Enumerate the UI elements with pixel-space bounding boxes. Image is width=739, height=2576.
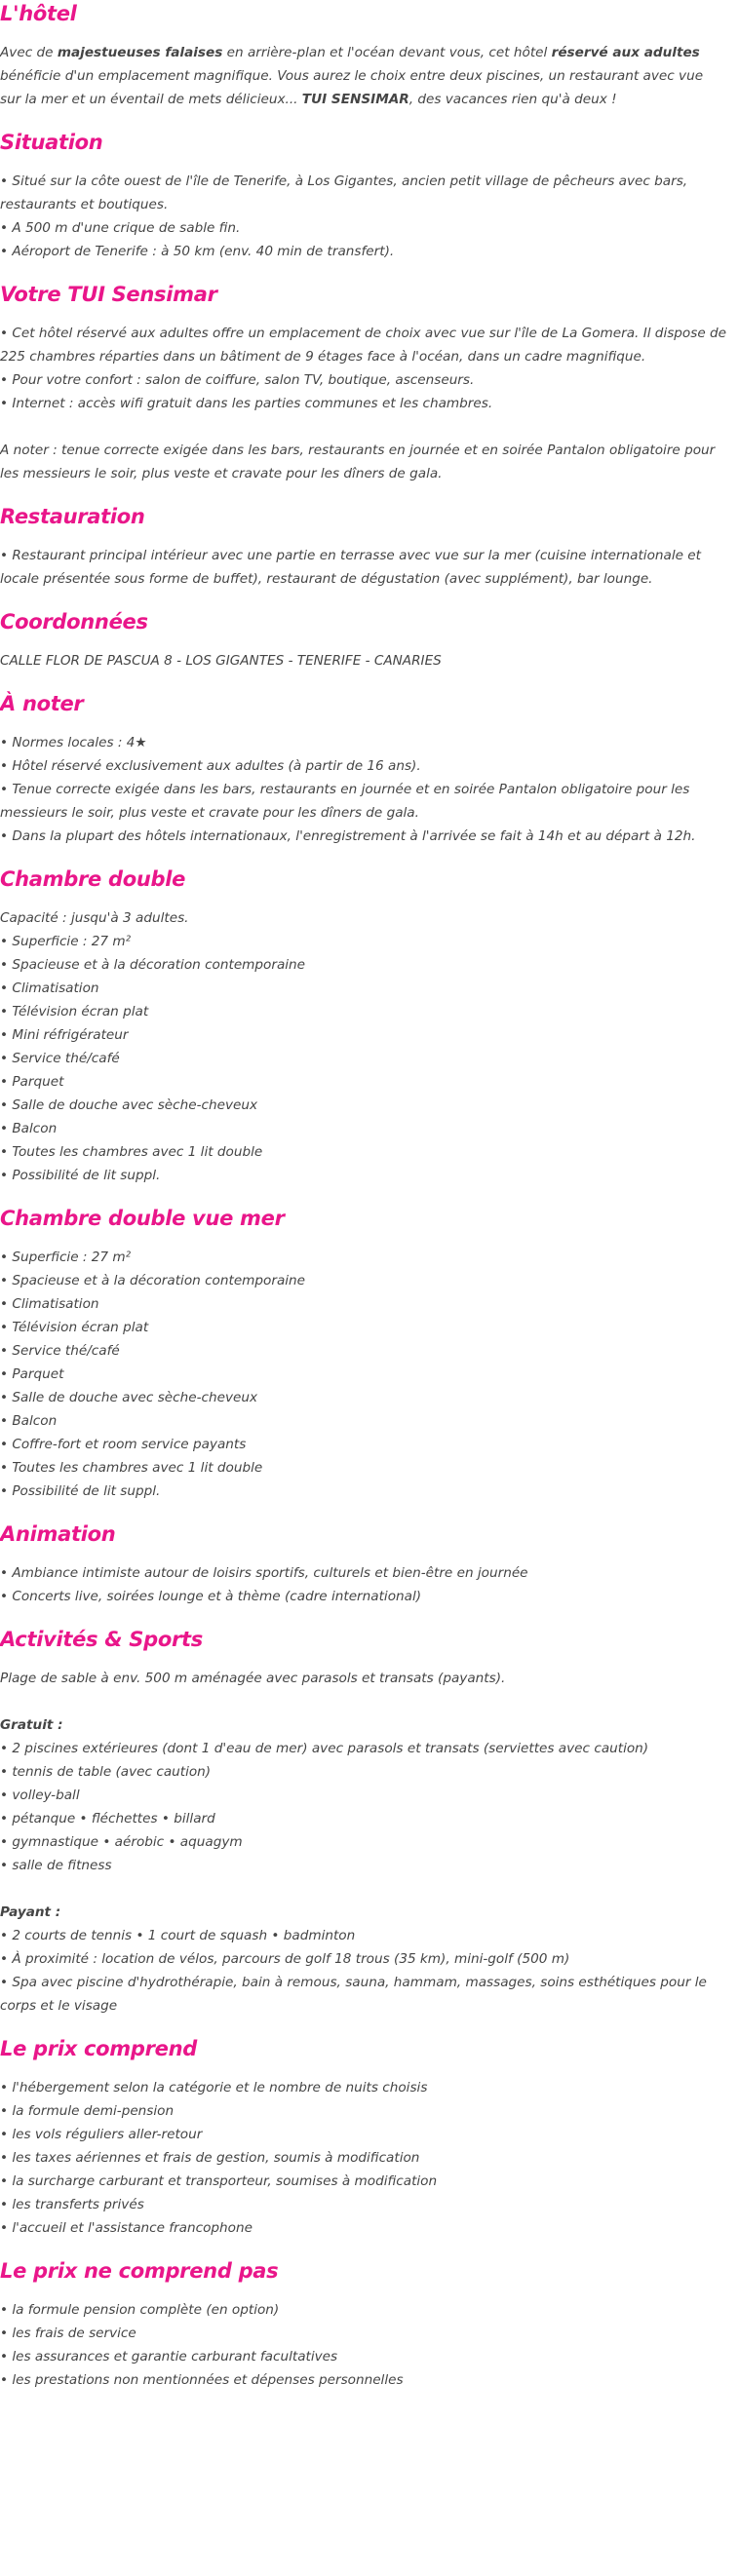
list-item: • Ambiance intimiste autour de loisirs sportifs, culturels et bien-être en journée	[0, 1565, 528, 1581]
animation-list	[0, 1561, 727, 1608]
section-a-noter	[0, 690, 727, 848]
list-item: • salle de fitness	[0, 1858, 112, 1873]
gratuit-label	[0, 1713, 727, 1737]
a-noter-list	[0, 731, 727, 848]
activites-intro: Plage de sable à env. 500 m aménagée avec parasols et transats (payants).	[0, 1671, 506, 1686]
section-title-coordonnees: Coordonnées	[0, 610, 148, 634]
prix-comprend-list	[0, 2076, 727, 2240]
section-restauration	[0, 503, 727, 591]
list-item: • Toutes les chambres avec 1 lit double	[0, 1144, 263, 1160]
situation-list	[0, 170, 727, 263]
list-item: • Internet : accès wifi gratuit dans les parties communes et les chambres.	[0, 396, 493, 411]
list-item: • Spacieuse et à la décoration contemporaine	[0, 1273, 306, 1288]
list-item: • Parquet	[0, 1074, 64, 1090]
list-item: • Salle de douche avec sèche-cheveux	[0, 1097, 258, 1113]
gratuit-list	[0, 1737, 727, 1877]
list-item: • Spa avec piscine d'hydrothérapie, bain à remous, sauna, hammam, massages, soins esthétiques pour le corps et le visage	[0, 1975, 707, 2014]
section-prix-comprend	[0, 2035, 727, 2240]
list-item: • Mini réfrigérateur	[0, 1027, 129, 1043]
list-item: • Cet hôtel réservé aux adultes offre un emplacement de choix avec vue sur l'île de La Gomera. Il dispose de 225 chambres réparties dans un bâtiment de 9 étages face à l'océan, dans un cadre magnifique.	[0, 326, 727, 365]
section-title-prix-comprend: Le prix comprend	[0, 2037, 197, 2060]
section-chambre-double-mer	[0, 1205, 727, 1503]
votre-tui-list	[0, 322, 727, 415]
section-chambre-double	[0, 865, 727, 1187]
list-item: • 2 courts de tennis • 1 court de squash • badminton	[0, 1928, 356, 1943]
list-item: • Concerts live, soirées lounge et à thème (cadre international)	[0, 1589, 422, 1604]
intro-bold-2: réservé aux adultes	[551, 45, 700, 60]
section-coordonnees	[0, 608, 727, 673]
votre-tui-note: A noter : tenue correcte exigée dans les bars, restaurants en journée et en soirée Pantalon obligatoire pour les messieurs le soir, plus veste et cravate pour les dîners de gala.	[0, 442, 716, 481]
list-item: • Toutes les chambres avec 1 lit double	[0, 1460, 263, 1476]
list-item: • A 500 m d'une crique de sable fin.	[0, 220, 241, 236]
gratuit-label-text: Gratuit :	[0, 1717, 63, 1733]
intro-text-4: , des vacances rien qu'à deux !	[408, 92, 617, 107]
list-item: • Balcon	[0, 1413, 58, 1429]
list-item: • la surcharge carburant et transporteur, soumises à modification	[0, 2173, 438, 2189]
list-item: • Possibilité de lit suppl.	[0, 1168, 161, 1183]
section-votre-tui	[0, 281, 727, 485]
list-item: • Parquet	[0, 1366, 64, 1382]
list-item: • l'accueil et l'assistance francophone	[0, 2220, 253, 2236]
list-item: • Salle de douche avec sèche-cheveux	[0, 1390, 258, 1405]
list-item: • Tenue correcte exigée dans les bars, restaurants en journée et en soirée Pantalon obligatoire pour les messieurs le soir, plus veste et cravate pour les dîners de gala.	[0, 782, 690, 821]
list-item: Capacité : jusqu'à 3 adultes.	[0, 910, 189, 926]
list-item: • Normes locales : 4★	[0, 735, 147, 750]
payant-list	[0, 1924, 727, 2018]
list-item: • les vols réguliers aller-retour	[0, 2127, 203, 2142]
section-title-votre-tui: Votre TUI Sensimar	[0, 283, 217, 306]
list-item: • Spacieuse et à la décoration contemporaine	[0, 957, 306, 973]
list-item: • À proximité : location de vélos, parcours de golf 18 trous (35 km), mini-golf (500 m)	[0, 1951, 570, 1967]
section-title-hotel: L'hôtel	[0, 2, 77, 25]
list-item: • volley-ball	[0, 1788, 80, 1803]
list-item: • Possibilité de lit suppl.	[0, 1483, 161, 1499]
section-title-chambre-double-mer: Chambre double vue mer	[0, 1207, 285, 1230]
list-item: • Superficie : 27 m²	[0, 934, 132, 949]
section-title-activites: Activités & Sports	[0, 1628, 203, 1651]
list-item: • les transferts privés	[0, 2197, 144, 2212]
list-item: • Service thé/café	[0, 1343, 120, 1359]
intro-text-1: Avec de	[0, 45, 58, 60]
list-item: • Dans la plupart des hôtels internationaux, l'enregistrement à l'arrivée se fait à 14h et au départ à 12h.	[0, 828, 696, 844]
list-item: • Superficie : 27 m²	[0, 1250, 132, 1265]
section-title-situation: Situation	[0, 131, 103, 154]
section-animation	[0, 1520, 727, 1608]
section-activites	[0, 1626, 727, 2018]
section-title-a-noter: À noter	[0, 692, 84, 715]
hotel-intro	[0, 41, 727, 111]
section-title-restauration: Restauration	[0, 505, 145, 528]
address: CALLE FLOR DE PASCUA 8 - LOS GIGANTES - TENERIFE - CANARIES	[0, 653, 442, 669]
list-item: • Climatisation	[0, 980, 99, 996]
prix-ne-comprend-list	[0, 2298, 727, 2392]
intro-bold-1: majestueuses falaises	[57, 45, 223, 60]
list-item: • Situé sur la côte ouest de l'île de Tenerife, à Los Gigantes, ancien petit village de pêcheurs avec bars, restaurants et boutiques.	[0, 173, 688, 212]
list-item: • Restaurant principal intérieur avec une partie en terrasse avec vue sur la mer (cuisine internationale et locale présentée sous forme de buffet), restaurant de dégustation (avec supplément), bar lounge.	[0, 548, 701, 587]
section-hotel	[0, 0, 727, 111]
list-item: • pétanque • fléchettes • billard	[0, 1811, 215, 1826]
section-prix-ne-comprend	[0, 2257, 727, 2392]
list-item: • Balcon	[0, 1121, 58, 1136]
section-title-animation: Animation	[0, 1522, 116, 1546]
section-title-prix-ne-comprend: Le prix ne comprend pas	[0, 2259, 279, 2283]
list-item: • Hôtel réservé exclusivement aux adultes (à partir de 16 ans).	[0, 758, 421, 774]
list-item: • les frais de service	[0, 2326, 136, 2341]
list-item: • Pour votre confort : salon de coiffure, salon TV, boutique, ascenseurs.	[0, 372, 475, 388]
list-item: • Climatisation	[0, 1296, 99, 1312]
chambre-double-mer-list	[0, 1246, 727, 1503]
payant-label-text: Payant :	[0, 1904, 61, 1920]
intro-text-3: bénéficie d'un emplacement magnifique. Vous aurez le choix entre deux piscines, un restaurant avec vue sur la mer et un éventail de mets délicieux...	[0, 68, 704, 107]
list-item: • la formule demi-pension	[0, 2103, 175, 2119]
list-item: • la formule pension complète (en option)	[0, 2302, 280, 2318]
list-item: • les prestations non mentionnées et dépenses personnelles	[0, 2372, 404, 2388]
list-item: • tennis de table (avec caution)	[0, 1764, 212, 1780]
list-item: • Télévision écran plat	[0, 1320, 149, 1335]
list-item: • 2 piscines extérieures (dont 1 d'eau de mer) avec parasols et transats (serviettes avec caution)	[0, 1741, 649, 1756]
list-item: • Aéroport de Tenerife : à 50 km (env. 40 min de transfert).	[0, 244, 395, 259]
restauration-list	[0, 544, 727, 591]
payant-label	[0, 1901, 727, 1924]
list-item: • l'hébergement selon la catégorie et le nombre de nuits choisis	[0, 2080, 428, 2095]
chambre-double-list	[0, 906, 727, 1187]
list-item: • Télévision écran plat	[0, 1004, 149, 1019]
list-item: • Coffre-fort et room service payants	[0, 1437, 247, 1452]
list-item: • Service thé/café	[0, 1051, 120, 1066]
list-item: • les assurances et garantie carburant facultatives	[0, 2349, 338, 2365]
section-title-chambre-double: Chambre double	[0, 867, 186, 891]
list-item: • les taxes aériennes et frais de gestion, soumis à modification	[0, 2150, 420, 2166]
list-item: • gymnastique • aérobic • aquagym	[0, 1834, 243, 1850]
intro-bold-3: TUI SENSIMAR	[301, 92, 409, 107]
section-situation	[0, 129, 727, 263]
intro-text-2: en arrière-plan et l'océan devant vous, cet hôtel	[222, 45, 552, 60]
